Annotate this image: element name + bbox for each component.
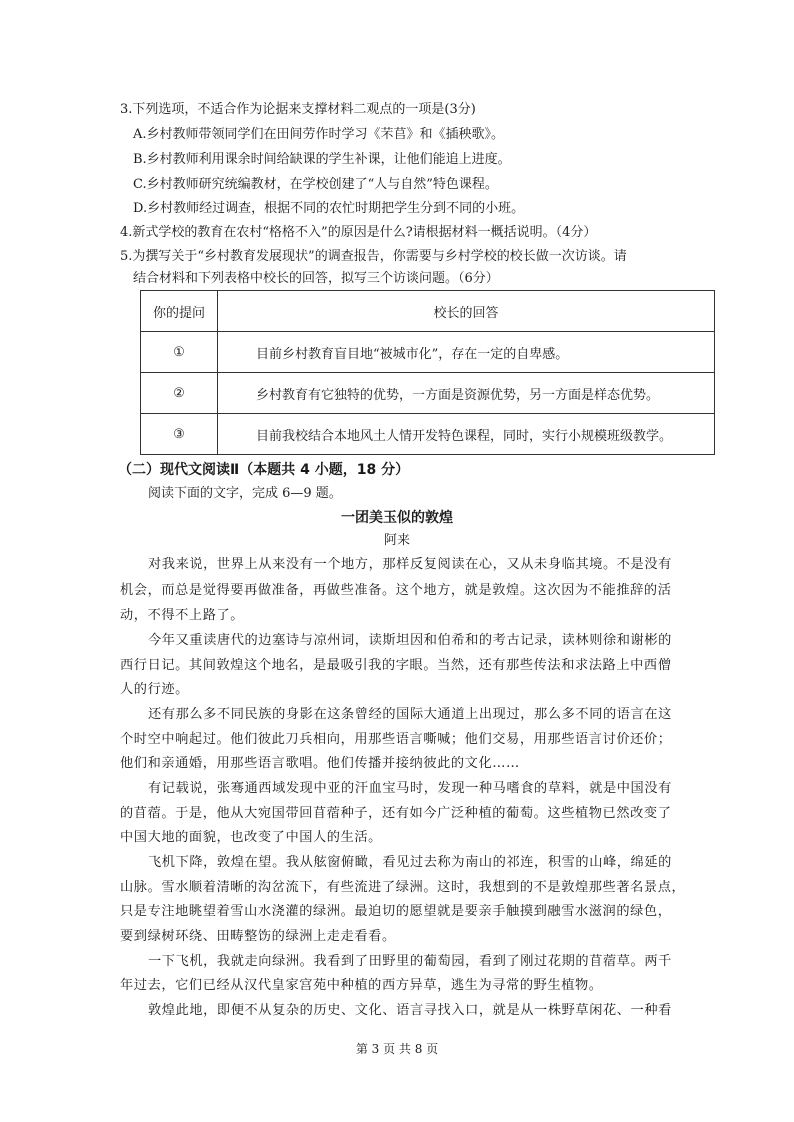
passage-line: 山脉。雪水顺着清晰的沟岔流下，有些流进了绿洲。这时，我想到的不是敦煌那些著名景点， — [120, 880, 686, 895]
section-heading: （二）现代文阅读Ⅱ（本题共 4 小题，18 分） — [118, 462, 410, 478]
passage-line: 中国大地的面貌，也改变了中国人的生活。 — [120, 830, 382, 845]
header-your-question: 你的提问 — [141, 291, 218, 332]
passage-line: 他们和亲通婚，用那些语言歌唱。他们传播并接纳彼此的文化…… — [120, 756, 520, 771]
question-4: 4.新式学校的教育在农村“格格不入”的原因是什么?请根据材料一概括说明。（4分） — [120, 225, 597, 240]
question-5-line-1: 5.为撰写关于“乡村教育发展现状”的调查报告，你需要与乡村学校的校长做一次访谈。请 — [120, 249, 627, 264]
question-3-option-d: D.乡村教师经过调查，根据不同的农忙时期把学生分到不同的小班。 — [133, 201, 525, 216]
passage-line: 今年又重读唐代的边塞诗与凉州词，读斯坦因和伯希和的考古记录，读林则徐和谢彬的 — [148, 633, 672, 648]
principal-answer: 目前我校结合本地风土人情开发特色课程，同时，实行小规模班级教学。 — [218, 414, 715, 455]
question-3-option-a: A.乡村教师带领同学们在田间劳作时学习《芣苢》和《插秧歌》。 — [133, 127, 505, 142]
passage-title: 一团美玉似的敦煌 — [341, 510, 453, 526]
interview-table — [140, 290, 715, 455]
question-marker: ③ — [141, 414, 218, 455]
question-3-option-b: B.乡村教师利用课余时间给缺课的学生补课，让他们能追上进度。 — [133, 152, 511, 167]
passage-line: 一下飞机，我就走向绿洲。我看到了田野里的葡萄园，看到了刚过花期的苜蓿草。两千 — [148, 954, 672, 969]
table-row — [141, 414, 715, 455]
passage-line: 个时空中响起过。他们彼此刀兵相向，用那些语言嘶喊；他们交易，用那些语言讨价还价； — [120, 732, 672, 747]
passage-line: 西行日记。其间敦煌这个地名，是最吸引我的字眼。当然，还有那些传法和求法路上中西僧 — [120, 658, 672, 673]
principal-answer: 乡村教育有它独特的优势，一方面是资源优势，另一方面是样态优势。 — [218, 373, 715, 414]
passage-line: 动，不得不上路了。 — [120, 608, 245, 623]
passage-line: 的苜蓿。于是，他从大宛国带回苜蓿种子，还有如今广泛种植的葡萄。这些植物已然改变了 — [120, 806, 672, 821]
passage-line: 敦煌此地，即便不从复杂的历史、文化、语言寻找入口，就是从一株野草闲花、一种看 — [148, 1003, 672, 1018]
question-5-line-2: 结合材料和下列表格中校长的回答，拟写三个访谈问题。（6分） — [133, 271, 499, 286]
passage-author: 阿来 — [383, 533, 410, 548]
question-3-option-c: C.乡村教师研究统编教材，在学校创建了“人与自然”特色课程。 — [133, 177, 498, 192]
passage-line: 要到绿树环绕、田畴整饬的绿洲上走走看看。 — [120, 929, 396, 944]
passage-line: 对我来说，世界上从来没有一个地方，那样反复阅读在心，又从未身临其境。不是没有 — [148, 557, 672, 572]
passage-line: 人的行迹。 — [120, 682, 189, 697]
passage-line: 有记载说，张骞通西域发现中亚的汗血宝马时，发现一种马嗜食的草料，就是中国没有 — [148, 781, 672, 796]
header-principal-answer: 校长的回答 — [218, 291, 715, 332]
table-header-row — [141, 291, 715, 332]
page-number: 第 3 页 共 8 页 — [355, 1042, 439, 1056]
question-3-stem: 3.下列选项，不适合作为论据来支撑材料二观点的一项是(3分) — [120, 102, 476, 117]
passage-line: 只是专注地眺望着雪山水浇灌的绿洲。最迫切的愿望就是要亲手触摸到融雪水滋润的绿色， — [120, 904, 672, 919]
reading-instruction: 阅读下面的文字，完成 6—9 题。 — [148, 486, 342, 501]
passage-line: 年过去，它们已经从汉代皇家宫苑中种植的西方异草，逃生为寻常的野生植物。 — [120, 978, 603, 993]
principal-answer: 目前乡村教育盲目地“被城市化”，存在一定的自卑感。 — [218, 332, 715, 373]
passage-line: 飞机下降，敦煌在望。我从舷窗俯瞰，看见过去称为南山的祁连，积雪的山峰，绵延的 — [148, 855, 672, 870]
question-marker: ① — [141, 332, 218, 373]
question-marker: ② — [141, 373, 218, 414]
table-row — [141, 332, 715, 373]
passage-line: 机会，而总是觉得要再做准备，再做些准备。这个地方，就是敦煌。这次因为不能推辞的活 — [120, 583, 672, 598]
passage-line: 还有那么多不同民族的身影在这条曾经的国际大通道上出现过，那么多不同的语言在这 — [148, 707, 672, 722]
table-row — [141, 373, 715, 414]
